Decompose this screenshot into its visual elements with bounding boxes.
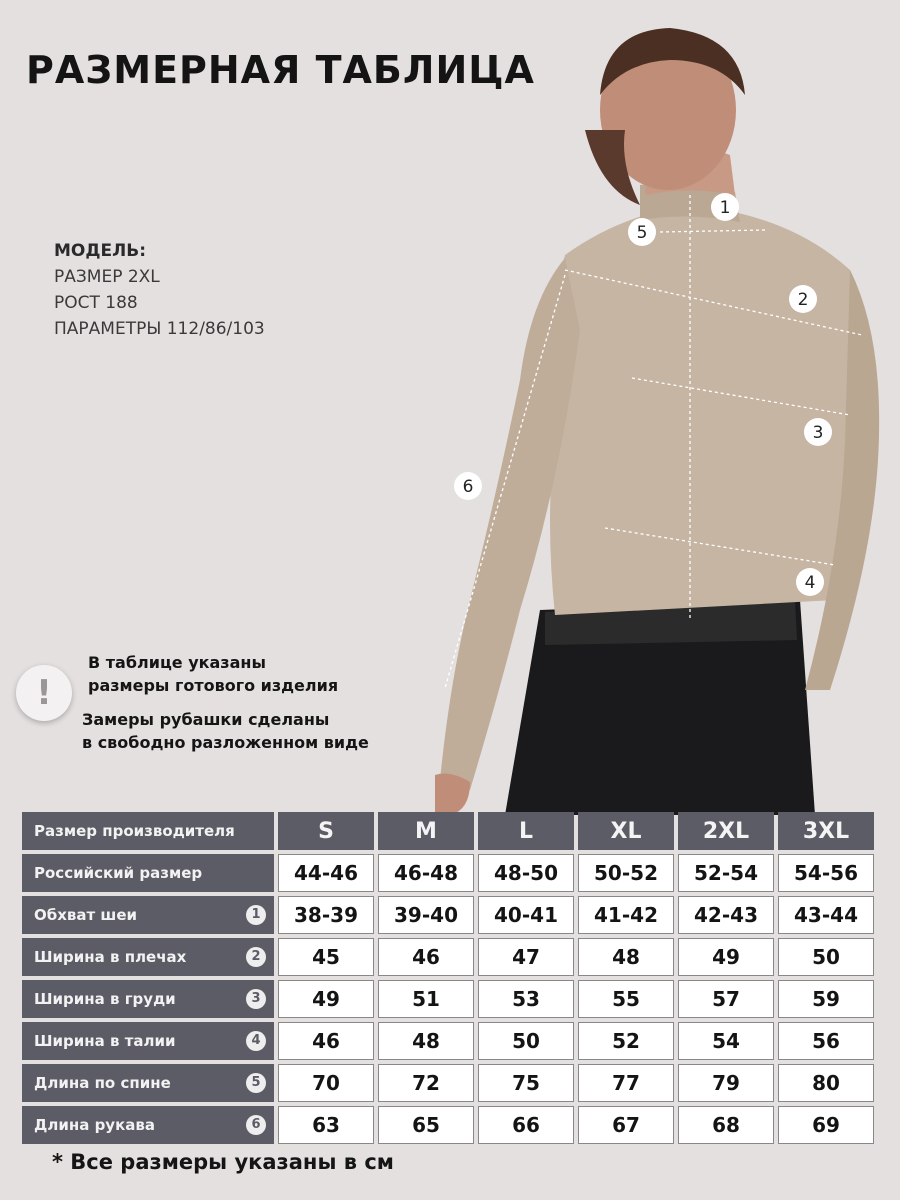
table-cell: 52	[578, 1022, 674, 1060]
row-label: Ширина в груди	[34, 990, 176, 1008]
row-label: Российский размер	[34, 864, 203, 882]
row-label-cell	[22, 938, 274, 976]
table-cell: 53	[478, 980, 574, 1018]
notice-measurement-method	[82, 708, 369, 754]
table-cell: 50	[778, 938, 874, 976]
table-cell: 68	[678, 1106, 774, 1144]
model-height: РОСТ 188	[54, 293, 138, 313]
notice-line-3: Замеры рубашки сделаны	[82, 710, 330, 729]
row-label-cell	[22, 1064, 274, 1102]
table-cell: 46-48	[378, 854, 474, 892]
marker-6	[454, 472, 482, 500]
table-cell: 80	[778, 1064, 874, 1102]
table-cell: 54-56	[778, 854, 874, 892]
table-cell: 49	[678, 938, 774, 976]
size-table-header-row	[22, 812, 878, 850]
measurement-number-icon: 1	[246, 905, 266, 925]
marker-4	[796, 568, 824, 596]
table-cell: 45	[278, 938, 374, 976]
table-cell: 48	[378, 1022, 474, 1060]
marker-1-label: 1	[719, 198, 731, 218]
row-label: Ширина в плечах	[34, 948, 187, 966]
hand-shape	[435, 774, 470, 815]
table-cell: 52-54	[678, 854, 774, 892]
size-head-l: L	[478, 812, 574, 850]
table-cell: 55	[578, 980, 674, 1018]
table-cell: 77	[578, 1064, 674, 1102]
table-cell: 75	[478, 1064, 574, 1102]
table-cell: 39-40	[378, 896, 474, 934]
table-row	[22, 1022, 878, 1060]
notice-line-2: размеры готового изделия	[88, 676, 339, 695]
table-cell: 50	[478, 1022, 574, 1060]
size-table	[22, 812, 878, 1148]
table-cell: 47	[478, 938, 574, 976]
table-cell: 40-41	[478, 896, 574, 934]
marker-6-label: 6	[462, 477, 474, 497]
page-title: РАЗМЕРНАЯ ТАБЛИЦА	[26, 48, 535, 92]
table-cell: 44-46	[278, 854, 374, 892]
shirt-shape	[550, 205, 876, 615]
table-cell: 49	[278, 980, 374, 1018]
row-label: Длина рукава	[34, 1116, 155, 1134]
exclamation-icon: !	[16, 665, 72, 721]
table-cell: 42-43	[678, 896, 774, 934]
marker-4-label: 4	[804, 573, 816, 593]
notice-finished-sizes	[88, 651, 338, 697]
table-cell: 43-44	[778, 896, 874, 934]
header-label-cell	[22, 812, 274, 850]
notice-line-4: в свободно разложенном виде	[82, 733, 369, 752]
row-label: Длина по спине	[34, 1074, 171, 1092]
marker-1	[711, 193, 739, 221]
table-row	[22, 896, 878, 934]
table-cell: 67	[578, 1106, 674, 1144]
marker-3-label: 3	[812, 423, 824, 443]
row-label-cell	[22, 1022, 274, 1060]
measurement-number-icon: 6	[246, 1115, 266, 1135]
table-cell: 48-50	[478, 854, 574, 892]
size-head-m: M	[378, 812, 474, 850]
table-cell: 57	[678, 980, 774, 1018]
measurement-number-icon: 4	[246, 1031, 266, 1051]
table-cell: 50-52	[578, 854, 674, 892]
size-head-2xl: 2XL	[678, 812, 774, 850]
row-label-cell	[22, 896, 274, 934]
row-label-cell	[22, 1106, 274, 1144]
row-label-cell	[22, 854, 274, 892]
measurement-number-icon: 3	[246, 989, 266, 1009]
table-cell: 56	[778, 1022, 874, 1060]
measurement-number-icon: 5	[246, 1073, 266, 1093]
model-size: РАЗМЕР 2XL	[54, 267, 160, 287]
table-row	[22, 854, 878, 892]
table-cell: 69	[778, 1106, 874, 1144]
header-label: Размер производителя	[34, 822, 235, 840]
measurement-number-icon: 2	[246, 947, 266, 967]
row-label: Обхват шеи	[34, 906, 138, 924]
marker-2	[789, 285, 817, 313]
table-cell: 54	[678, 1022, 774, 1060]
table-cell: 51	[378, 980, 474, 1018]
table-row	[22, 1106, 878, 1144]
table-cell: 59	[778, 980, 874, 1018]
model-heading: МОДЕЛЬ:	[54, 241, 146, 261]
table-row	[22, 938, 878, 976]
table-cell: 46	[278, 1022, 374, 1060]
marker-5	[628, 218, 656, 246]
table-cell: 41-42	[578, 896, 674, 934]
marker-3	[804, 418, 832, 446]
table-row	[22, 1064, 878, 1102]
table-cell: 46	[378, 938, 474, 976]
notice-line-1: В таблице указаны	[88, 653, 266, 672]
table-cell: 72	[378, 1064, 474, 1102]
size-head-3xl: 3XL	[778, 812, 874, 850]
marker-5-label: 5	[636, 223, 648, 243]
row-label: Ширина в талии	[34, 1032, 176, 1050]
model-params: ПАРАМЕТРЫ 112/86/103	[54, 319, 265, 339]
marker-2-label: 2	[797, 290, 809, 310]
size-head-xl: XL	[578, 812, 674, 850]
table-cell: 63	[278, 1106, 374, 1144]
table-cell: 48	[578, 938, 674, 976]
table-cell: 38-39	[278, 896, 374, 934]
table-cell: 66	[478, 1106, 574, 1144]
table-row	[22, 980, 878, 1018]
row-label-cell	[22, 980, 274, 1018]
size-head-s: S	[278, 812, 374, 850]
table-cell: 79	[678, 1064, 774, 1102]
table-cell: 70	[278, 1064, 374, 1102]
footnote: * Все размеры указаны в см	[52, 1150, 394, 1174]
table-cell: 65	[378, 1106, 474, 1144]
